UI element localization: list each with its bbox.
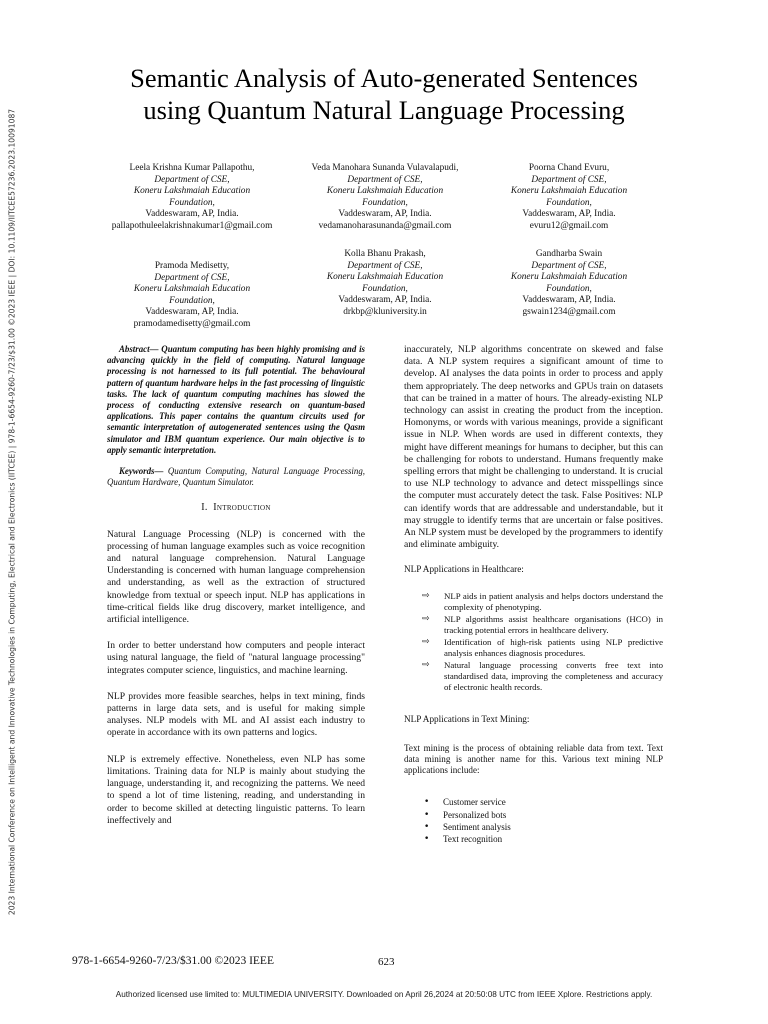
author-location: Vaddeswaram, AP, India. — [145, 209, 239, 220]
bullet-icon: • — [424, 797, 430, 808]
section-title: Introduction — [213, 502, 271, 514]
author-name: Leela Krishna Kumar Pallapothu, — [129, 163, 255, 173]
author-location: Vaddeswaram, AP, India. — [522, 295, 616, 306]
author-email: pramodamedisetty@gmail.com — [133, 318, 251, 329]
title-line-2: using Quantum Natural Language Processing — [143, 95, 625, 125]
list-item-text: Text recognition — [443, 834, 503, 845]
author-email: vedamanoharasunanda@gmail.com — [318, 220, 452, 231]
keywords — [107, 466, 365, 488]
list-item-text: Identification of high-risk patients using NLP predictive analysis enhances diagnosis procedures. — [444, 636, 663, 658]
keywords-text: Quantum Computing, Natural Language Processing, Quantum Hardware, Quantum Simulator. — [107, 466, 365, 488]
author-card — [479, 249, 659, 319]
section-heading — [107, 502, 365, 514]
list-item-text: Customer service — [443, 797, 506, 808]
left-column — [107, 344, 365, 827]
author-card — [479, 163, 659, 233]
list-item — [404, 591, 663, 613]
list-item — [404, 821, 663, 833]
list-item-text: Personalized bots — [443, 809, 507, 820]
author-name: Poorna Chand Evuru, — [528, 163, 610, 173]
title-line-1: Semantic Analysis of Auto-generated Sentences — [130, 63, 638, 93]
author-email: gswain1234@gmail.com — [522, 306, 616, 317]
conference-side-note — [0, 0, 24, 1024]
author-email: drkbp@kluniversity.in — [343, 306, 427, 317]
author-inst: Koneru Lakshmaiah Education — [326, 272, 444, 283]
list-item — [404, 614, 663, 636]
arrow-icon: ⇨ — [422, 590, 430, 601]
textmining-paragraph: Text mining is the process of obtaining reliable data from text. Text data mining is another name for this. Various text mining NLP applications include: — [404, 742, 663, 776]
author-inst-2: Foundation, — [546, 283, 592, 294]
author-dept: Department of CSE, — [531, 174, 607, 185]
author-email: evuru12@gmail.com — [529, 220, 609, 231]
list-item — [404, 809, 663, 821]
author-inst: Koneru Lakshmaiah Education — [133, 284, 251, 295]
bullet-icon: • — [424, 809, 430, 820]
list-item-text: NLP aids in patient analysis and helps doctors understand the complexity of phenotyping. — [444, 590, 663, 612]
arrow-icon: ⇨ — [422, 659, 430, 670]
abstract-label: Abstract— — [119, 344, 159, 354]
bullet-icon: • — [424, 834, 430, 845]
right-column — [404, 344, 663, 845]
author-card — [102, 163, 282, 233]
author-inst-2: Foundation, — [169, 295, 215, 306]
list-item — [404, 833, 663, 845]
author-location: Vaddeswaram, AP, India. — [145, 307, 239, 318]
author-name: Gandharba Swain — [535, 249, 603, 259]
arrow-icon: ⇨ — [422, 636, 430, 647]
author-dept: Department of CSE, — [154, 174, 230, 185]
intro-paragraph-1: Natural Language Processing (NLP) is concerned with the processing of human language examples such as voice recognition and natural language comprehension. Natural Language Understanding is concerned with human language comprehension and understanding, as well as the extraction of structured knowledge from textual or speech input. NLP has applications in time-critical fields like drug discovery, market intelligence, and artificial intelligence. — [107, 528, 365, 626]
author-location: Vaddeswaram, AP, India. — [522, 209, 616, 220]
author-dept: Department of CSE, — [347, 174, 423, 185]
abstract-text: Quantum computing has been highly promising and is advancing quickly in the field of computing. Natural language processing is not harnessed to its full potential. The behavioural pattern of quantum hardware helps in the fast processing of linguistic tasks. The lack of quantum computing machines has slowed the process of conducting extensive research on quantum-based applications. This paper contains the quantum circuits used for semantic interpretation of autogenerated sentences using the Qasm simulator and IBM quantum experience. Our main objective is to apply semantic interpretation. — [107, 344, 365, 455]
abstract — [107, 344, 365, 456]
author-card — [102, 261, 282, 331]
author-inst: Koneru Lakshmaiah Education — [510, 272, 628, 283]
author-location: Vaddeswaram, AP, India. — [338, 209, 432, 220]
healthcare-list — [404, 591, 663, 693]
author-dept: Department of CSE, — [347, 260, 423, 271]
license-note: Authorized licensed use limited to: MULTIMEDIA UNIVERSITY. Downloaded on April 26,2024 at 20:50:08 UTC from IEEE Xplore. Restrictions apply. — [115, 990, 653, 999]
author-card — [295, 249, 475, 319]
list-item-text: Natural language processing converts free text into standardised data, improving the completeness and accuracy of electronic health records. — [444, 659, 663, 692]
author-location: Vaddeswaram, AP, India. — [338, 295, 432, 306]
right-paragraph-1: inaccurately, NLP algorithms concentrate on skewed and false data. A NLP system requires a significant amount of time to develop. AI analyses the data points in order to process and apply them appropriately. The deep networks and GPUs train on datasets that can be trained in a matter of hours. The already-existing NLP technology can assist in creating the product from the inception. Homonyms, or words with various meanings, provide a significant issue in NLP. When words are used in different contexts, they might have different meanings for humans to decipher, but this can be challenging for robots to understand. Humans frequently make spelling errors that might be challenging to understand. It is crucial to use NLP technology to advance and detect misspellings since the computer must accurately detect the task. False Positives: NLP can identify words that are addressable and understandable, but it may struggle to identify terms that are uncertain or false positives. An NLP system must be developed by the programmers to identify and eliminate ambiguity. — [404, 344, 663, 551]
footer-isbn: 978-1-6654-9260-7/23/$31.00 ©2023 IEEE — [72, 955, 274, 967]
author-inst: Koneru Lakshmaiah Education — [133, 186, 251, 197]
author-name: Kolla Bhanu Prakash, — [344, 249, 426, 259]
arrow-icon: ⇨ — [422, 613, 430, 624]
author-dept: Department of CSE, — [531, 260, 607, 271]
keywords-label: Keywords— — [119, 466, 164, 477]
author-inst: Koneru Lakshmaiah Education — [510, 186, 628, 197]
textmining-list — [404, 796, 663, 845]
list-item — [404, 796, 663, 808]
page-number: 623 — [378, 956, 395, 968]
author-inst-2: Foundation, — [546, 197, 592, 208]
bullet-icon: • — [424, 821, 430, 832]
intro-paragraph-2: In order to better understand how computers and people interact using natural language, the field of "natural language processing" integrates computer science, linguistics, and machine learning. — [107, 640, 365, 676]
paper-title — [70, 62, 698, 126]
author-name: Pramoda Medisetty, — [154, 261, 230, 271]
author-inst: Koneru Lakshmaiah Education — [326, 186, 444, 197]
section-number: I. — [201, 502, 208, 514]
author-card — [295, 163, 475, 233]
intro-paragraph-3: NLP provides more feasible searches, helps in text mining, finds patterns in large data sets, and is useful for making simple analyses. NLP models with ML and AI assist each industry to operate in accordance with its own patterns and logics. — [107, 690, 365, 739]
author-inst-2: Foundation, — [362, 283, 408, 294]
author-inst-2: Foundation, — [169, 197, 215, 208]
list-item-text: Sentiment analysis — [443, 821, 511, 832]
healthcare-heading: NLP Applications in Healthcare: — [404, 564, 524, 575]
author-dept: Department of CSE, — [154, 272, 230, 283]
author-inst-2: Foundation, — [362, 197, 408, 208]
author-name: Veda Manohara Sunanda Vulavalapudi, — [311, 163, 459, 173]
textmining-heading: NLP Applications in Text Mining: — [404, 713, 530, 724]
intro-paragraph-4: NLP is extremely effective. Nonetheless, even NLP has some limitations. Training data for NLP is mainly about studying the language, understanding it, and recognizing the patterns. We need to spend a lot of time listening, reading, and understanding in order to become skilled at detecting linguistic patterns. To learn ineffectively and — [107, 753, 365, 826]
list-item — [404, 660, 663, 693]
list-item — [404, 637, 663, 659]
side-note-text: 2023 International Conference on Intelligent and Innovative Technologies in Computing, Electrical and Electronics (IITCEE) | 978-1-6654-9260-7/23/$31.00 ©2023 IEEE | DOI: 10.1109/IITCEE57236.2023.10091087 — [7, 108, 17, 916]
author-email: pallapothuleelakrishnakumar1@gmail.com — [111, 220, 273, 231]
list-item-text: NLP algorithms assist healthcare organisations (HCO) in tracking potential errors in healthcare delivery. — [444, 613, 663, 635]
